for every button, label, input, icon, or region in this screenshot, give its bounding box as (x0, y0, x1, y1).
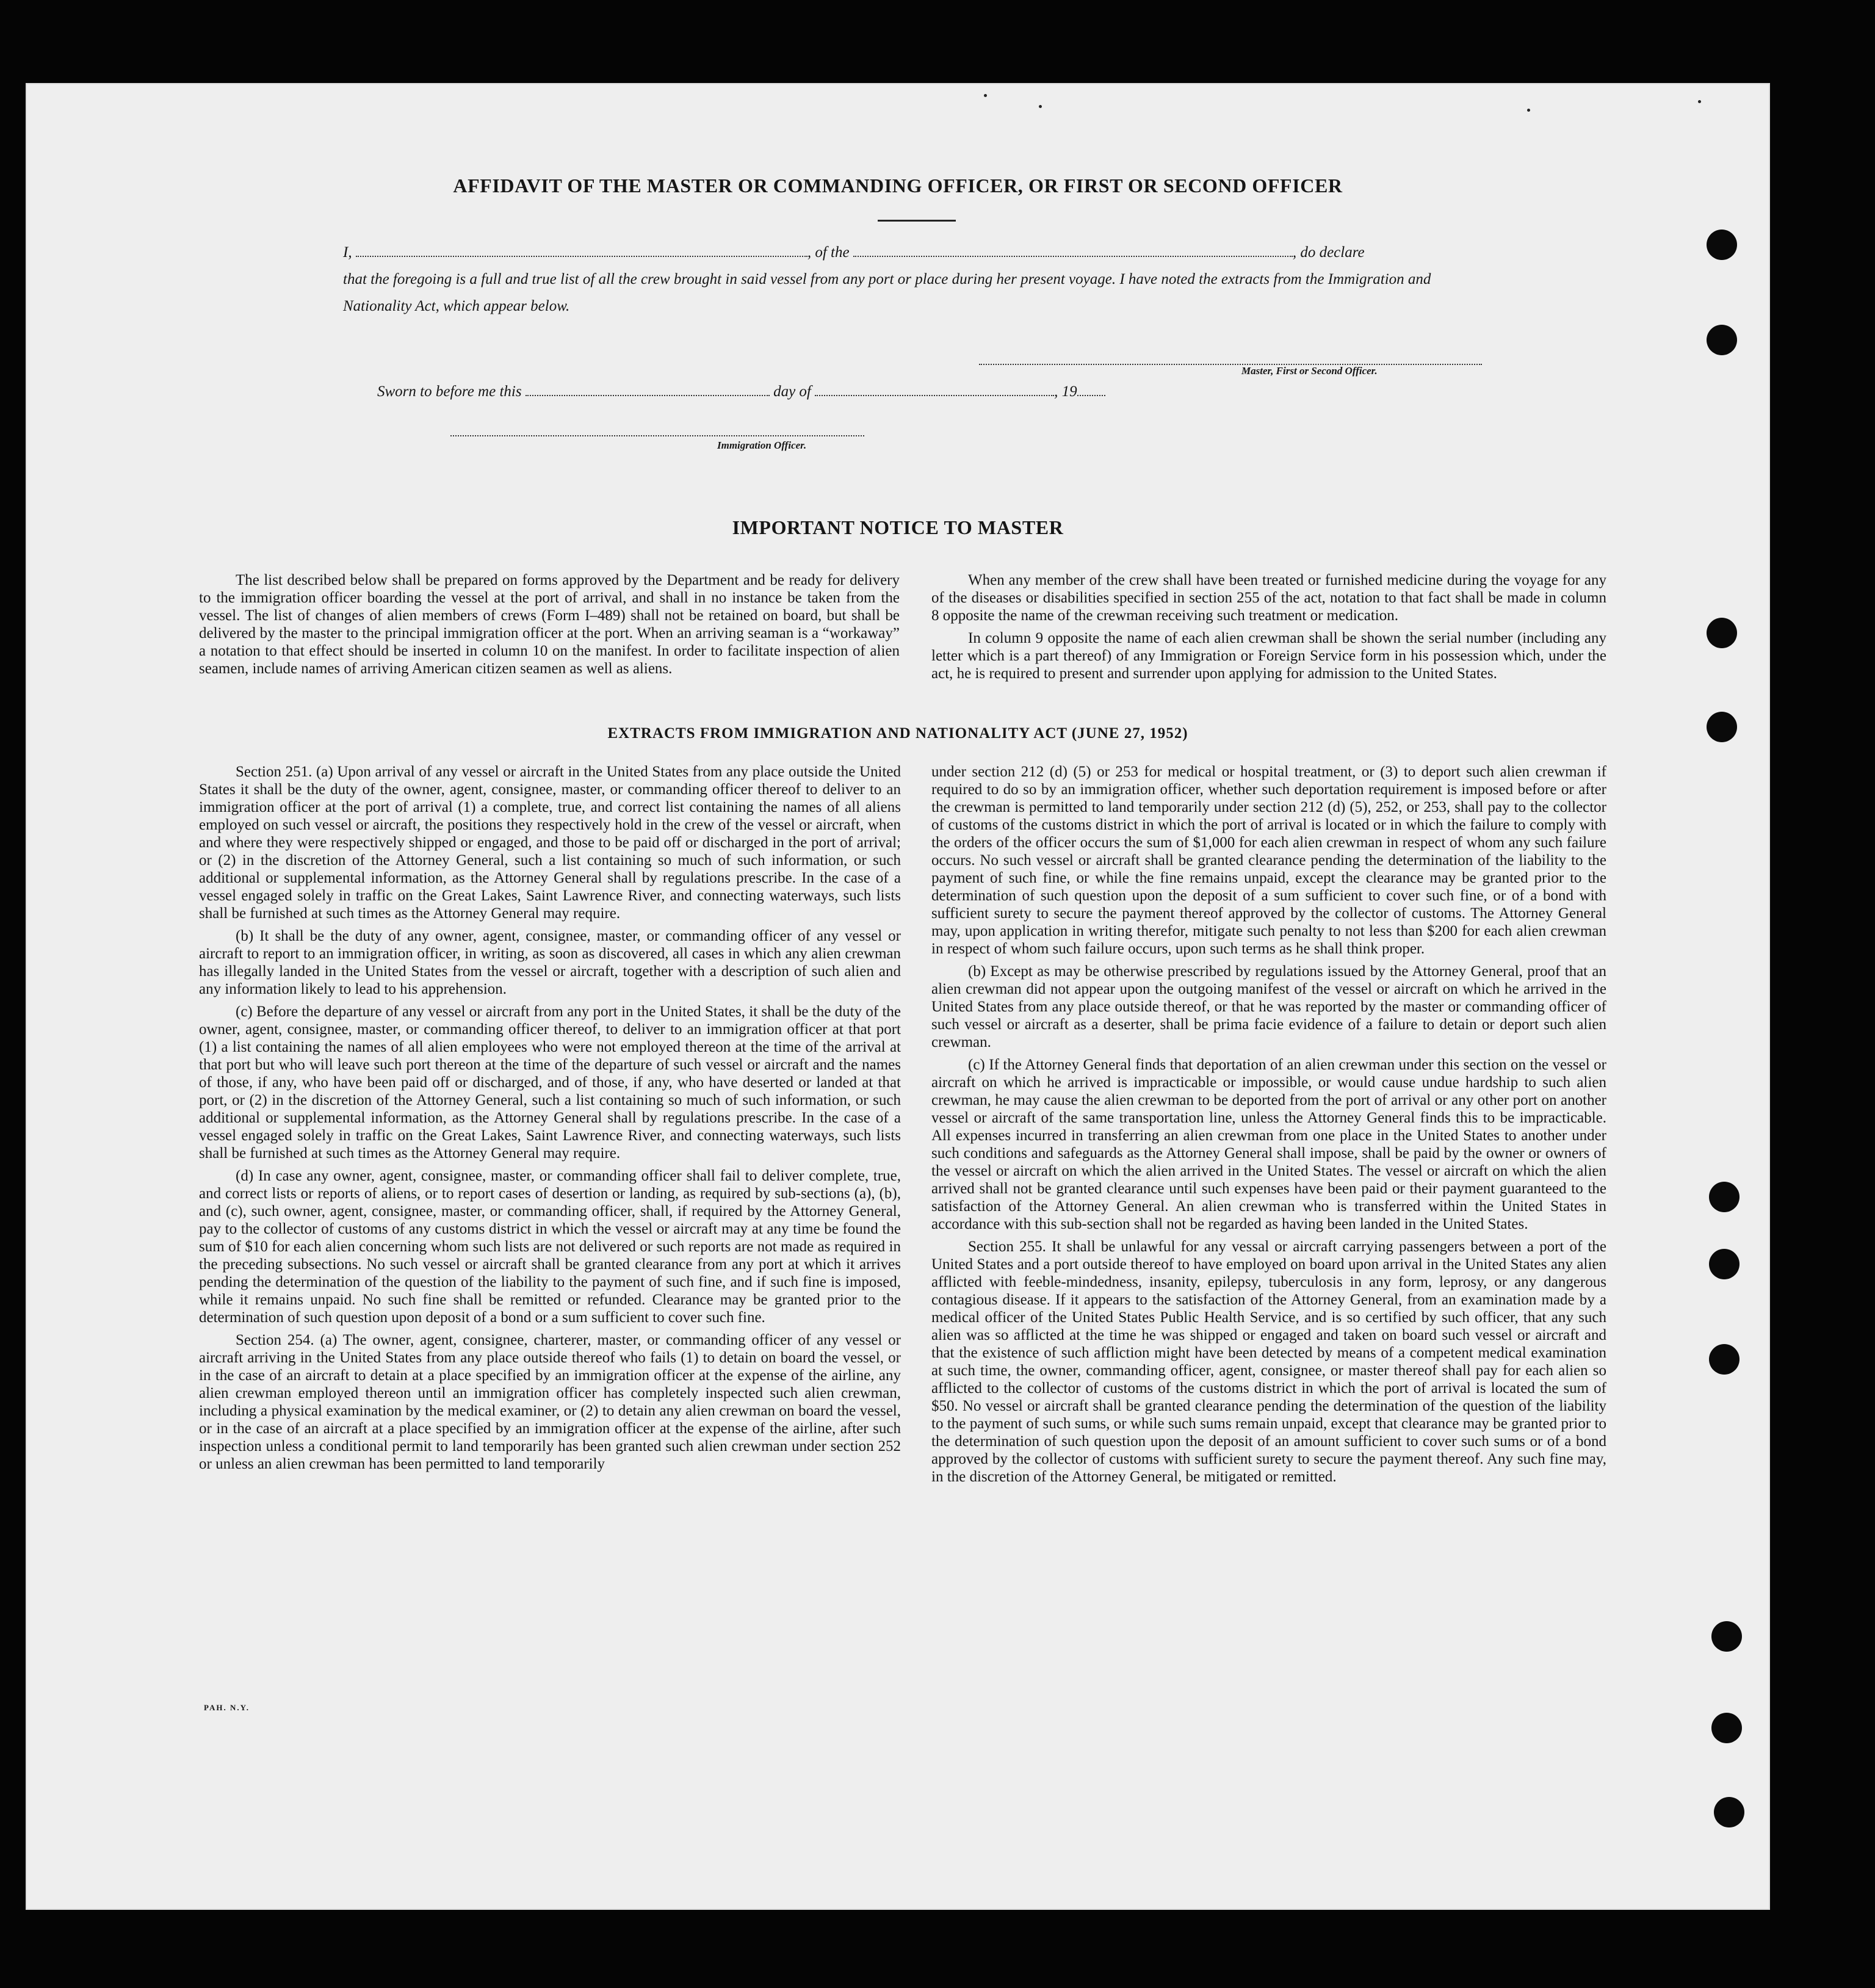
section-254-c: (c) If the Attorney General finds that deportation of an alien crewman under this section on the vessel or aircraft on which he arrived is impracticable or impossible, or would cause undue hardship to such alien crewman, he may cause the alien crewman to be deported from the port of arrival or any other port on another vessel or aircraft of the same transportation line, unless the Attorney General finds this to be impracticable. All expenses incurred in transferring an alien crewman from one place in the United States to another under such conditions and safeguards as the Attorney General shall impose, shall be paid by the owner or owners of the vessel or aircraft on which the alien arrived in the United States. The vessel or aircraft on which the alien arrived shall not be granted clearance until such expenses have been paid or their payment guaranteed to the satisfaction of the Attorney General. An alien crewman who is transferred within the United States in accordance with this sub-section shall not be regarded as having been landed in the United States. (931, 1057, 1606, 1232)
section-251-d: (d) In case any owner, agent, consignee, master, or commanding officer shall fail to deliver complete, true, and correct lists or reports of aliens, or to report cases of desertion or landing, as required by sub-sections (a), (b), and (c), such owner, agent, consignee, master, or commanding officer, shall, if required by the Attorney General, pay to the collector of customs of any customs district in which the vessel or aircraft may at any time be found the sum of $10 for each alien concerning whom such lists are not delivered or such reports are not made as required in the preceding subsections. No such vessel or aircraft shall be granted clearance from any port at which it arrives pending the determination of the question of the liability to the payment of such fine, and if such fine is imposed, while it remains unpaid. No such fine shall be remitted or refunded. Clearance may be granted prior to the determination of such question upon deposit of a bond or a sum sufficient to cover such fine. (199, 1168, 901, 1326)
section-251-c: (c) Before the departure of any vessel or aircraft from any port in the United States, it shall be the duty of the owner, agent, consignee, master, or commanding officer thereof, to deliver to an immigration officer at that port (1) a list containing the names of all alien employees who were not employed thereon at the time of the arrival at that port but who will leave such port thereon at the time of the departure of such vessel or aircraft and the names of those, if any, who have been paid off or discharged, and of those, if any, who have deserted or landed at that port, or (2) in the discretion of the Attorney General, such a list containing so much of such information, or such additional or supplemental information, as the Attorney General shall by regulations prescribe. In the case of a vessel engaged solely in traffic on the Great Lakes, Saint Lawrence River, and connecting waterways, such lists shall be furnished at such times as the Attorney General may require. (199, 1003, 901, 1162)
sworn-day-blank (526, 381, 770, 396)
declaration-i: I, (343, 244, 352, 261)
extracts-right-column (931, 763, 1606, 1486)
sworn-year: , 19 (1054, 383, 1077, 400)
extracts-left-column (199, 763, 901, 1473)
notice-left-column (199, 571, 900, 678)
declaration-end: , do declare (1292, 244, 1365, 261)
notice-title: IMPORTANT NOTICE TO MASTER (732, 516, 1064, 538)
title-divider (878, 220, 956, 222)
punch-hole-icon (1711, 1621, 1742, 1652)
printer-mark: PAH. N.Y. (204, 1703, 250, 1712)
section-254-a-continued: under section 212 (d) (5) or 253 for medical or hospital treatment, or (3) to deport such alien crewman if required to do so by an immigration officer, whether such deportation requirement is imposed before or after the crewman is permitted to land temporarily under section 212 (d) (5), 252, or 253, shall pay to the collector of customs of the customs district in which the port of arrival is located or in which the failure to comply with the orders of the officer occurs the sum of $1,000 for each alien crewman in respect of whom any such failure occurs. No such vessel or aircraft shall be granted clearance pending the determination of the liability to the payment of such fine, or while the fine remains unpaid, except the clearance may be granted prior to the determination of such question upon the deposit of a sum sufficient to cover such fine, or of a bond with sufficient surety to secure the payment thereof approved by the collector of customs. The Attorney General may, upon application in writing therefor, mitigate such penalty to not less than $200 for each alien crewman in respect of whom such failure occurs, upon such terms as he shall think proper. (931, 764, 1606, 957)
affidavit-title: AFFIDAVIT OF THE MASTER OR COMMANDING OFFICER, OR FIRST OR SECOND OFFICER (453, 175, 1343, 197)
document-sheet (26, 83, 1770, 1910)
notice-right-paragraph-2: In column 9 opposite the name of each alien crewman shall be shown the serial number (including any letter which is a part thereof) of any Immigration or Foreign Service form in his possession which, under the act, he is required to present and surrender upon applying for admission to the United States. (931, 630, 1606, 682)
sworn-day-of: day of (773, 383, 811, 400)
notice-right-column (931, 571, 1606, 682)
master-signature-label: Master, First or Second Officer. (1241, 365, 1378, 377)
section-251-b: (b) It shall be the duty of any owner, agent, consignee, master, or commanding officer of any vessel or aircraft to report to an immigration officer, in writing, as soon as discovered, all cases in which any alien crewman has illegally landed in the United States from the vessel or aircraft, together with a description of such alien and any information likely to lead to his apprehension. (199, 928, 901, 997)
speck-mark (984, 94, 987, 97)
section-254-b: (b) Except as may be otherwise prescribed by regulations issued by the Attorney General, proof that an alien crewman did not appear upon the outgoing manifest of the vessel or aircraft on which he arrived in the United States from any place outside thereof, or that he was reported by the master or commanding officer of such vessel or aircraft as a deserter, shall be prima facie evidence of a failure to detain or deport such alien crewman. (931, 963, 1606, 1050)
section-251-a: Section 251. (a) Upon arrival of any vessel or aircraft in the United States from any place outside the United States it shall be the duty of the owner, agent, consignee, master, or commanding officer thereof to deliver to an immigration officer at the port of arrival (1) a complete, true, and correct list containing the names of all aliens employed on such vessel or aircraft, the positions they respectively hold in the crew of the vessel or aircraft, when and where they were respectively shipped or engaged, and those to be paid off or discharged in the port of arrival; or (2) in the discretion of the Attorney General, such a list containing so much of such information, or such additional or supplemental information, as the Attorney General shall by regulations prescribe. In the case of a vessel engaged solely in traffic on the Great Lakes, Saint Lawrence River, and connecting waterways, such lists shall be furnished at such times as the Attorney General may require. (199, 764, 901, 922)
punch-hole-icon (1707, 325, 1737, 355)
speck-mark (1698, 100, 1701, 103)
sworn-year-blank (1077, 381, 1105, 396)
section-254-a: Section 254. (a) The owner, agent, consignee, charterer, master, or commanding officer of any vessel or aircraft arriving in the United States from any place outside thereof who fails (1) to detain on board the vessel, or in the case of an aircraft to detain at a place specified by an immigration officer at the expense of the airline, any alien crewman employed thereon until an immigration officer has completely inspected such alien crewman, including a physical examination by the medical examiner, or (2) to detain any alien crewman on board the vessel, or in the case of an aircraft at a place specified by an immigration officer at the expense of the airline, after such inspection unless a conditional permit to land temporarily has been granted such alien crewman under section 252 or unless an alien crewman has been permitted to land temporarily (199, 1332, 901, 1472)
section-255: Section 255. It shall be unlawful for any vessal or aircraft carrying passengers between a port of the United States and a port outside thereof to have employed on board upon arrival in the United States any alien afflicted with feeble-mindedness, insanity, epilepsy, tuberculosis in any form, leprosy, or any dangerous contagious disease. If it appears to the satisfaction of the Attorney General, from an examination made by a medical officer of the United States Public Health Service, and is so certified by such officer, that any such alien was so afflicted at the time he was shipped or engaged and taken on board such vessel or aircraft and that the existence of such affliction might have been detected by means of a competent medical examination at such time, the owner, commanding officer, agent, consignee, or master thereof shall pay for each alien so afflicted to the collector of customs of the customs district in which the port of arrival is located the sum of $50. No vessel or aircraft shall be granted clearance pending the determination of the question of the liability to the payment of such sums, or while such sums remain unpaid, except that clearance may be granted prior to the determination of such question upon the deposit of an amount sufficient to cover such sums or of a bond approved by the collector of customs with sufficient surety to secure the payment thereof. Any such fine may, in the discretion of the Attorney General, be mitigated or remitted. (931, 1238, 1606, 1485)
declaration-statement: that the foregoing is a full and true list of all the crew brought in said vessel from any port or place during her present voyage. I have noted the extracts from the Immigration and Nationality Act, which appear below. (343, 271, 1431, 314)
declaration-of-the: , of the (807, 244, 850, 261)
officer-signature-label: Immigration Officer. (717, 439, 807, 451)
punch-hole-icon (1709, 1249, 1740, 1279)
name-blank (356, 242, 807, 257)
punch-hole-icon (1711, 1713, 1742, 1743)
punch-hole-icon (1709, 1182, 1740, 1212)
vessel-blank (853, 242, 1293, 257)
officer-signature-line (450, 435, 864, 436)
speck-mark (1527, 109, 1530, 112)
punch-hole-icon (1707, 618, 1737, 648)
punch-hole-icon (1707, 230, 1737, 260)
notice-left-paragraph: The list described below shall be prepared on forms approved by the Department and be ready for delivery to the immigration officer boarding the vessel at the port of arrival, and shall in no instance be taken from the vessel. The list of changes of alien members of crews (Form I–489) shall not be retained on board, but shall be delivered by the master to the principal immigration officer at the port. When an arriving seaman is a “workaway” a notation to that effect should be inserted in column 10 on the manifest. In order to facilitate inspection of alien seamen, include names of arriving American citizen seamen as well as aliens. (199, 572, 900, 677)
punch-hole-icon (1714, 1797, 1744, 1827)
master-signature-line (979, 364, 1482, 365)
sworn-month-blank (815, 381, 1054, 396)
sworn-line (377, 378, 1293, 405)
punch-hole-icon (1709, 1344, 1740, 1375)
extracts-title: EXTRACTS FROM IMMIGRATION AND NATIONALITY ACT (JUNE 27, 1952) (607, 725, 1188, 742)
speck-mark (1039, 105, 1042, 108)
notice-right-paragraph-1: When any member of the crew shall have been treated or furnished medicine during the voyage for any of the diseases or disabilities specified in section 255 of the act, notation to that fact shall be made in column 8 opposite the name of the crewman receiving such treatment or medication. (931, 572, 1606, 624)
declaration-line (343, 239, 1478, 266)
sworn-text: Sworn to before me this (377, 383, 522, 400)
punch-hole-icon (1707, 712, 1737, 742)
